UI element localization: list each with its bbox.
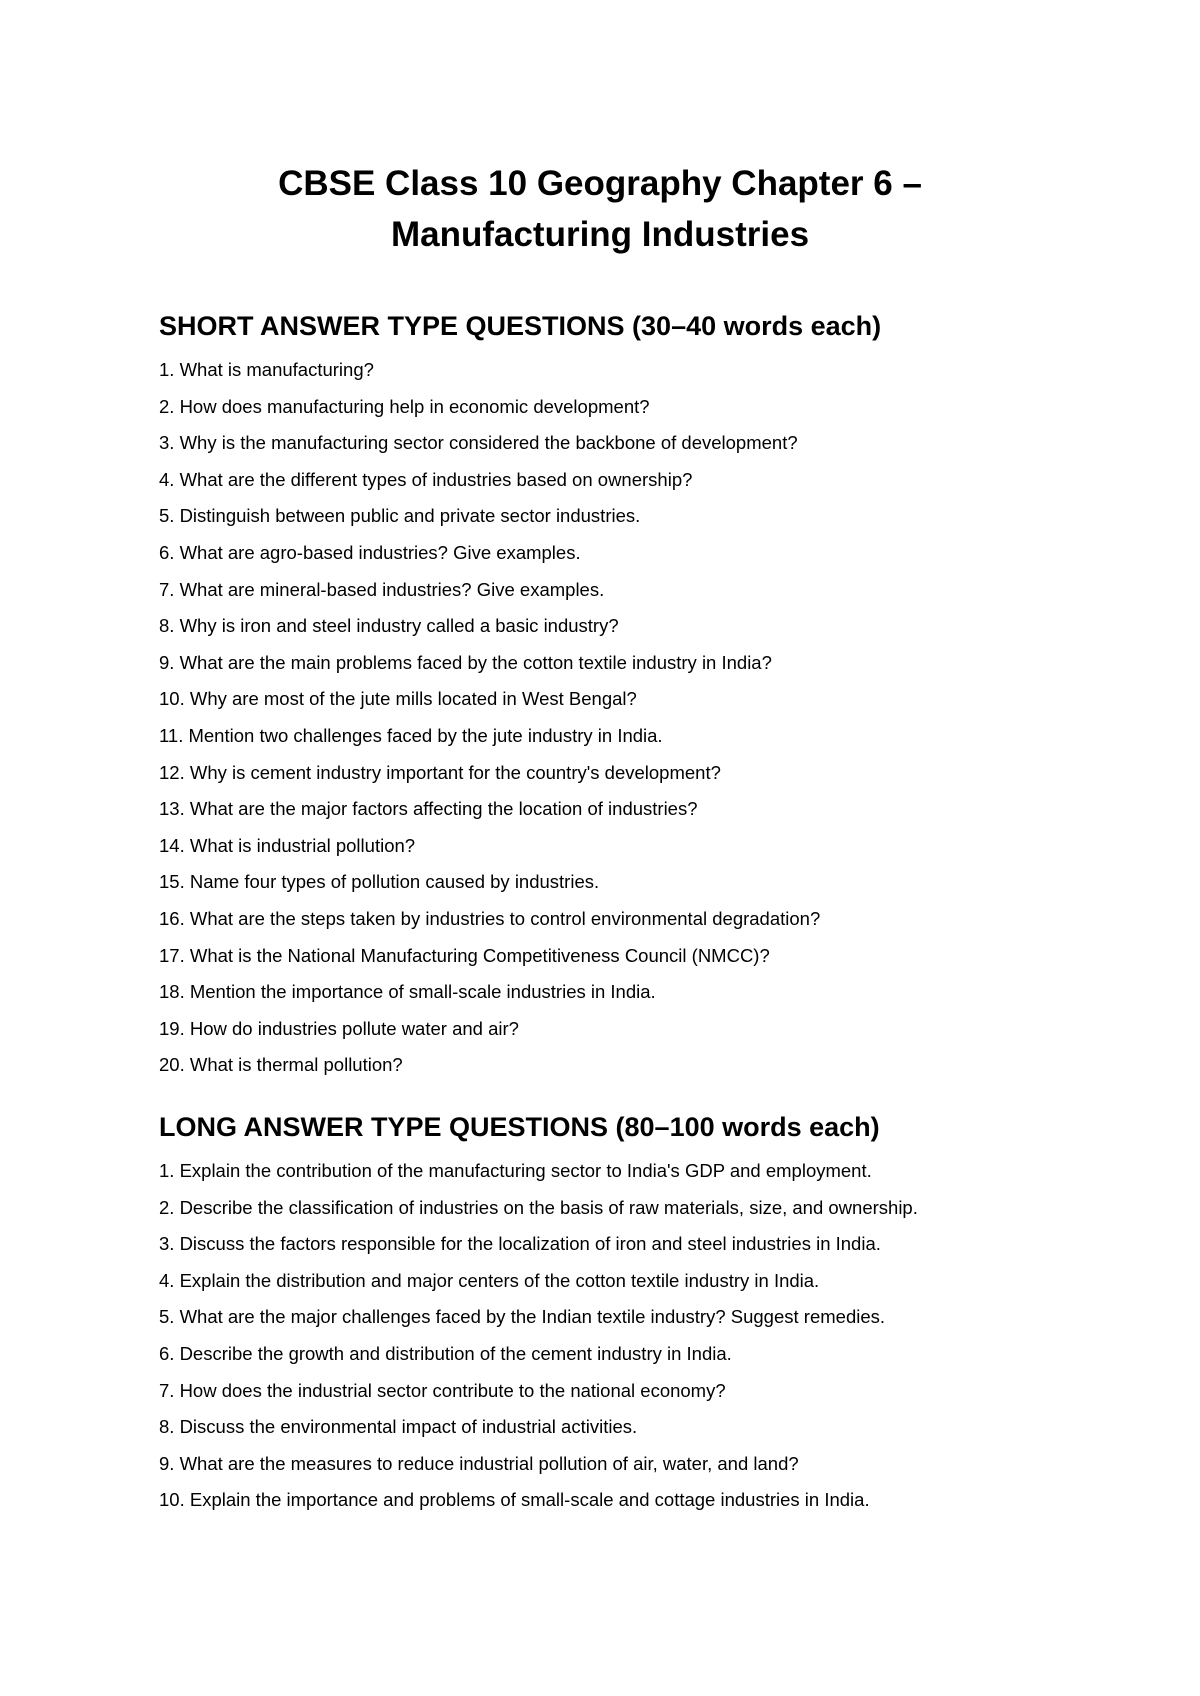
short-question-item: 20. What is thermal pollution? [159,1054,403,1076]
title-line-2: Manufacturing Industries [390,215,810,254]
long-question-item: 7. How does the industrial sector contribute to the national economy? [159,1379,726,1401]
short-question-item: 10. Why are most of the jute mills located in West Bengal? [159,688,637,710]
short-question-item: 6. What are agro-based industries? Give examples. [159,541,581,563]
short-question-item: 19. How do industries pollute water and air? [159,1017,519,1039]
short-question-item: 12. Why is cement industry important for the country's development? [159,761,721,783]
short-question-item: 15. Name four types of pollution caused by industries. [159,871,600,893]
long-question-item: 6. Describe the growth and distribution of the cement industry in India. [159,1342,732,1364]
long-question-item: 9. What are the measures to reduce industrial pollution of air, water, and land? [159,1452,799,1474]
long-answer-question-list [159,1153,918,1519]
short-question-item: 18. Mention the importance of small-scale industries in India. [159,981,656,1003]
short-question-item: 2. How does manufacturing help in economic development? [159,395,650,417]
long-question-item: 2. Describe the classification of industries on the basis of raw materials, size, and ownership. [159,1196,918,1218]
document-title [0,158,1200,260]
short-question-item: 3. Why is the manufacturing sector considered the backbone of development? [159,432,798,454]
long-question-item: 1. Explain the contribution of the manufacturing sector to India's GDP and employment. [159,1160,872,1181]
short-question-item: 8. Why is iron and steel industry called a basic industry? [159,615,619,637]
short-question-item: 7. What are mineral-based industries? Give examples. [159,578,605,600]
title-line-1: CBSE Class 10 Geography Chapter 6 – [278,164,922,203]
long-question-item: 10. Explain the importance and problems of small-scale and cottage industries in India. [159,1489,870,1511]
long-answer-heading: LONG ANSWER TYPE QUESTIONS (80–100 words each) [159,1112,880,1142]
long-question-item: 8. Discuss the environmental impact of industrial activities. [159,1416,638,1438]
short-question-item: 9. What are the main problems faced by the cotton textile industry in India? [159,651,772,673]
short-question-item: 13. What are the major factors affecting the location of industries? [159,798,698,820]
long-question-item: 3. Discuss the factors responsible for the localization of iron and steel industries in India. [159,1233,881,1255]
short-question-item: 17. What is the National Manufacturing Competitiveness Council (NMCC)? [159,944,770,966]
short-question-item: 11. Mention two challenges faced by the jute industry in India. [159,724,663,746]
short-question-item: 14. What is industrial pollution? [159,834,416,856]
long-question-item: 4. Explain the distribution and major centers of the cotton textile industry in India. [159,1269,820,1291]
short-answer-heading: SHORT ANSWER TYPE QUESTIONS (30–40 words each) [159,311,882,341]
short-answer-question-list [159,352,820,1084]
long-question-item: 5. What are the major challenges faced by the Indian textile industry? Suggest remedies. [159,1306,886,1328]
short-question-item: 5. Distinguish between public and private sector industries. [159,505,641,527]
short-question-item: 1. What is manufacturing? [159,359,374,380]
short-question-item: 16. What are the steps taken by industries to control environmental degradation? [159,907,821,929]
short-question-item: 4. What are the different types of industries based on ownership? [159,468,693,490]
